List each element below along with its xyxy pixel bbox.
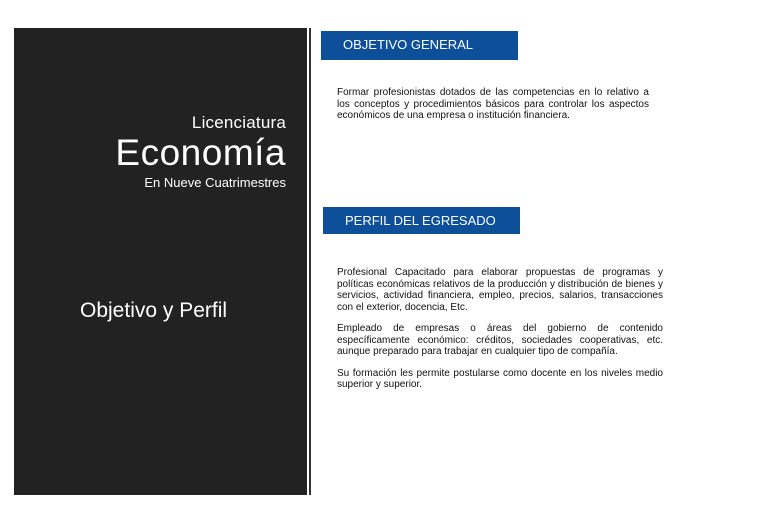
perfil-paragraph-3: Su formación les permite postularse como docente en los niveles medio superior y superior. bbox=[337, 367, 663, 390]
perfil-text bbox=[337, 267, 663, 401]
objetivo-header: OBJETIVO GENERAL bbox=[321, 31, 518, 60]
perfil-header: PERFIL DEL EGRESADO bbox=[323, 207, 520, 234]
perfil-paragraph-2: Empleado de empresas o áreas del gobierno de contenido específicamente económico: créditos, sociedades cooperativas, etc. aunque preparado para trabajar en cualquier tipo de compañía. bbox=[337, 323, 663, 357]
perfil-paragraph-1: Profesional Capacitado para elaborar propuestas de programas y políticas económicas relativos de la producción y distribución de bienes y servicios, actividad financiera, empleo, precios, salarios, transacciones con el exterior, docencia, Etc. bbox=[337, 267, 663, 313]
objetivo-text bbox=[337, 87, 649, 132]
left-panel bbox=[14, 28, 307, 495]
objetivo-paragraph: Formar profesionistas dotados de las competencias en lo relativo a los conceptos y procedimientos básicos para controlar los aspectos económicos de una empresa o institución financiera. bbox=[337, 87, 649, 121]
field-title: Economía bbox=[115, 132, 286, 173]
title-block bbox=[115, 113, 286, 191]
degree-label: Licenciatura bbox=[191, 113, 286, 132]
vertical-divider bbox=[309, 28, 311, 495]
duration-label: En Nueve Cuatrimestres bbox=[144, 175, 286, 190]
section-subtitle: Objetivo y Perfil bbox=[80, 299, 228, 322]
